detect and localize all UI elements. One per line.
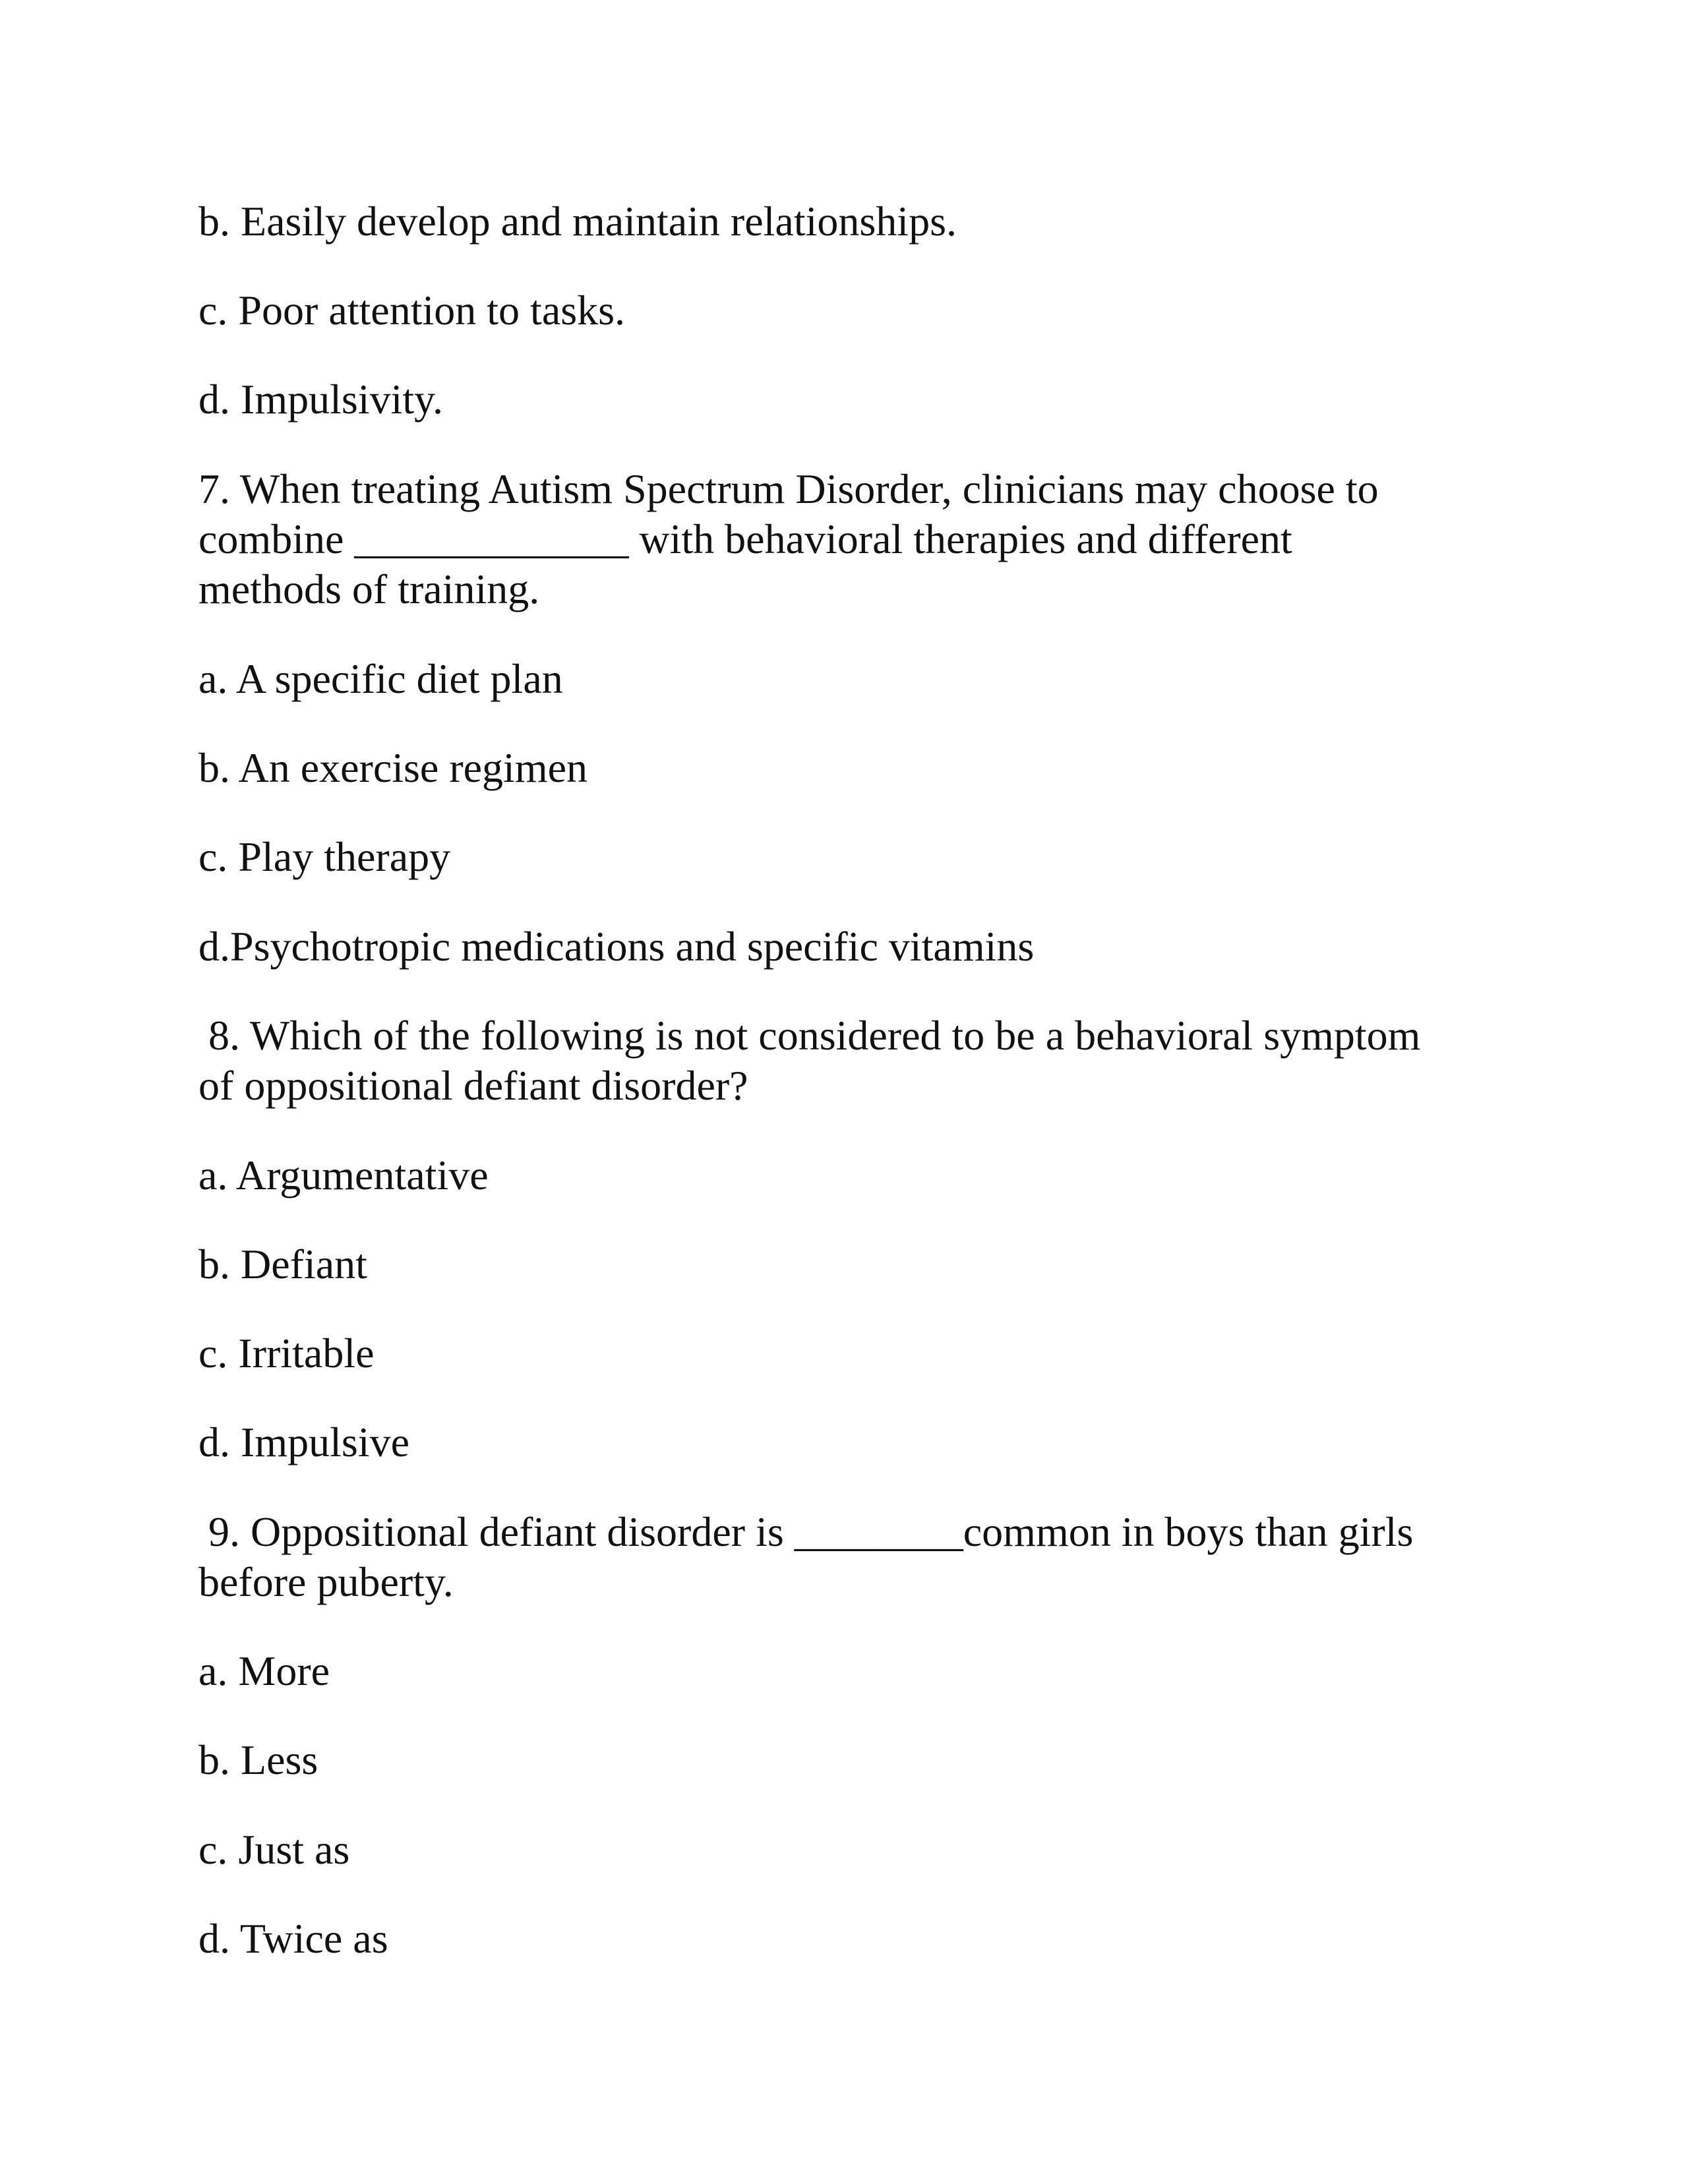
option-8c: c. Irritable	[198, 1330, 375, 1376]
option-9a: a. More	[198, 1647, 330, 1694]
option-8a: a. Argumentative	[198, 1152, 489, 1198]
option-9d: d. Twice as	[198, 1915, 388, 1962]
question-9-line-2: before puberty.	[198, 1558, 454, 1605]
option-9b: b. Less	[198, 1736, 318, 1783]
option-8d: d. Impulsive	[198, 1419, 409, 1465]
option-7b: b. An exercise regimen	[198, 744, 588, 791]
question-8-line-2: of oppositional defiant disorder?	[198, 1062, 748, 1109]
question-7-line-2: combine _____________ with behavioral therapies and different	[198, 516, 1292, 562]
option-6c: c. Poor attention to tasks.	[198, 287, 626, 334]
option-7c: c. Play therapy	[198, 833, 451, 880]
option-7a: a. A specific diet plan	[198, 655, 563, 702]
option-7d: d.Psychotropic medications and specific vitamins	[198, 923, 1035, 970]
option-6b: b. Easily develop and maintain relationships.	[198, 198, 957, 245]
question-7-line-3: methods of training.	[198, 566, 540, 612]
option-9c: c. Just as	[198, 1826, 350, 1873]
question-7-line-1: 7. When treating Autism Spectrum Disorder, clinicians may choose to	[198, 465, 1379, 512]
option-6d: d. Impulsivity.	[198, 376, 443, 423]
option-8b: b. Defiant	[198, 1241, 367, 1287]
question-9-line-1: 9. Oppositional defiant disorder is ________common in boys than girls	[208, 1508, 1414, 1555]
question-8-line-1: 8. Which of the following is not considered to be a behavioral symptom	[208, 1012, 1421, 1059]
